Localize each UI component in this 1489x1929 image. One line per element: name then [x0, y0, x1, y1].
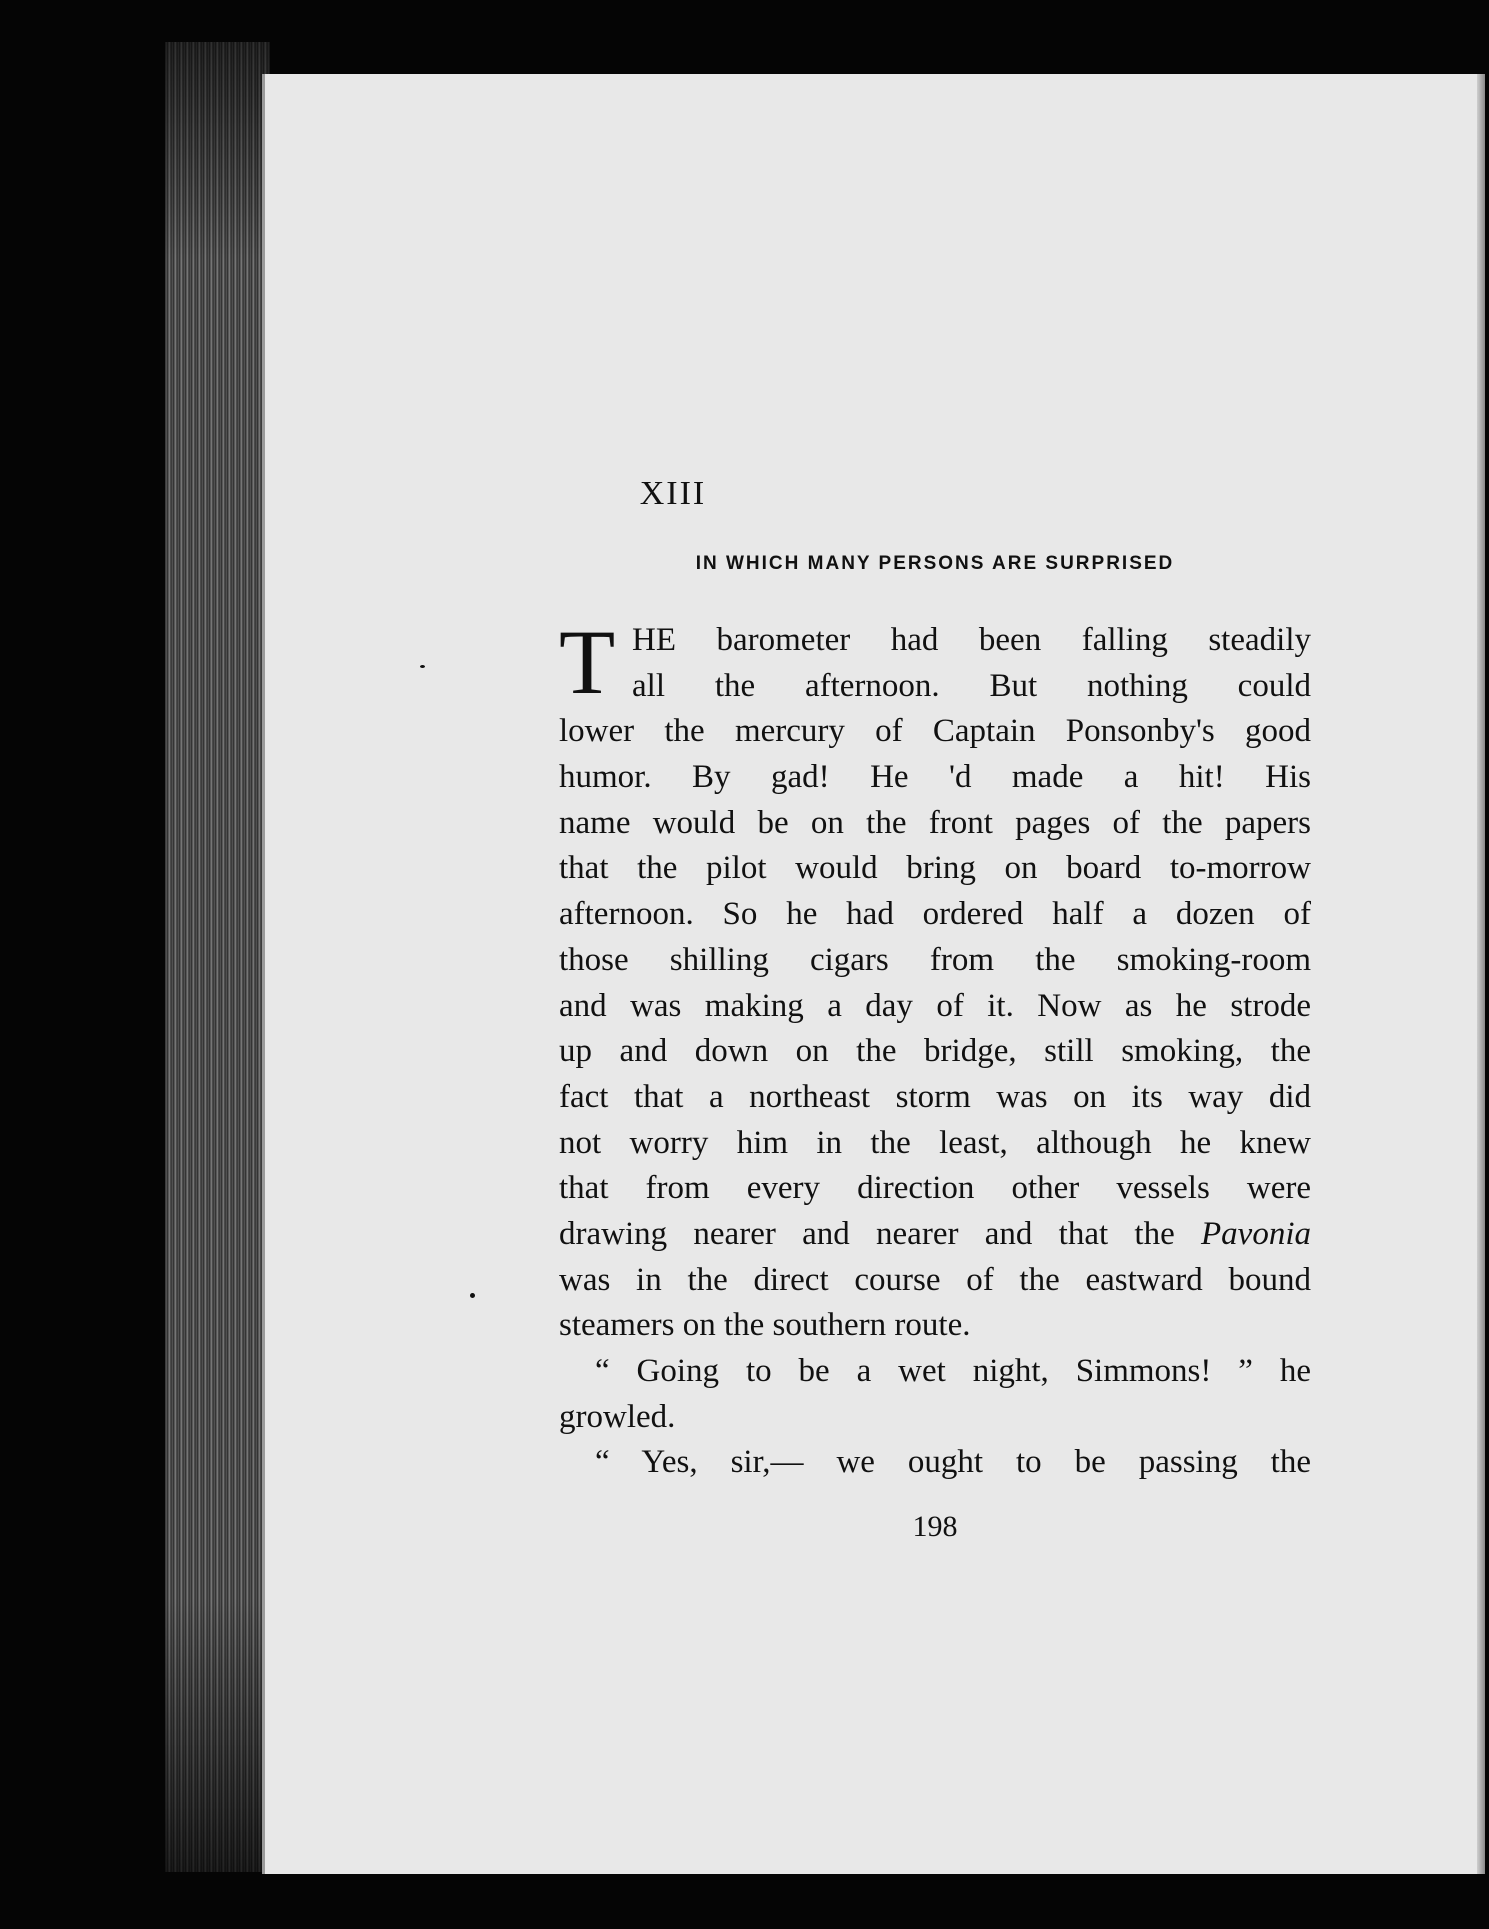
- text-line-lead: drawing nearer and nearer and that the: [559, 1215, 1175, 1252]
- scan-speck: [470, 1293, 475, 1298]
- text-line: lower the mercury of Captain Ponsonby's good: [559, 713, 1311, 750]
- chapter-title: IN WHICH MANY PERSONS ARE SURPRISED: [695, 553, 1175, 574]
- text-line: that the pilot would bring on board to-morrow: [559, 850, 1311, 887]
- page-number: 198: [912, 1510, 958, 1543]
- text-line: “ Yes, sir,— we ought to be passing the: [595, 1444, 1311, 1481]
- scan-speck: [420, 665, 425, 668]
- text-line: and was making a day of it. Now as he strode: [559, 987, 1311, 1024]
- text-line: all the afternoon. But nothing could: [632, 667, 1311, 704]
- chapter-number: XIII: [639, 475, 707, 512]
- text-line-with-italic: [559, 1212, 1311, 1258]
- drop-cap: T: [559, 611, 616, 713]
- text-line: HE barometer had been falling steadily: [632, 622, 1311, 658]
- text-line: growled.: [559, 1398, 676, 1435]
- text-line: that from every direction other vessels were: [559, 1170, 1311, 1207]
- page-right-edge: [1477, 74, 1485, 1874]
- text-line: “ Going to be a wet night, Simmons! ” he: [595, 1353, 1311, 1389]
- text-line: afternoon. So he had ordered half a dozen of: [559, 896, 1311, 933]
- text-line: name would be on the front pages of the papers: [559, 804, 1311, 841]
- text-line: not worry him in the least, although he knew: [559, 1124, 1311, 1161]
- text-line: steamers on the southern route.: [559, 1307, 971, 1344]
- book-page-edges: [165, 42, 270, 1872]
- text-line: up and down on the bridge, still smoking, the: [559, 1033, 1311, 1070]
- text-line: those shilling cigars from the smoking-room: [559, 941, 1311, 978]
- body-text: [559, 611, 1311, 1486]
- text-line: fact that a northeast storm was on its way did: [559, 1078, 1311, 1115]
- ship-name-italic: Pavonia: [1201, 1215, 1311, 1252]
- text-line: humor. By gad! He 'd made a hit! His: [559, 759, 1311, 796]
- text-line: was in the direct course of the eastward bound: [559, 1261, 1311, 1298]
